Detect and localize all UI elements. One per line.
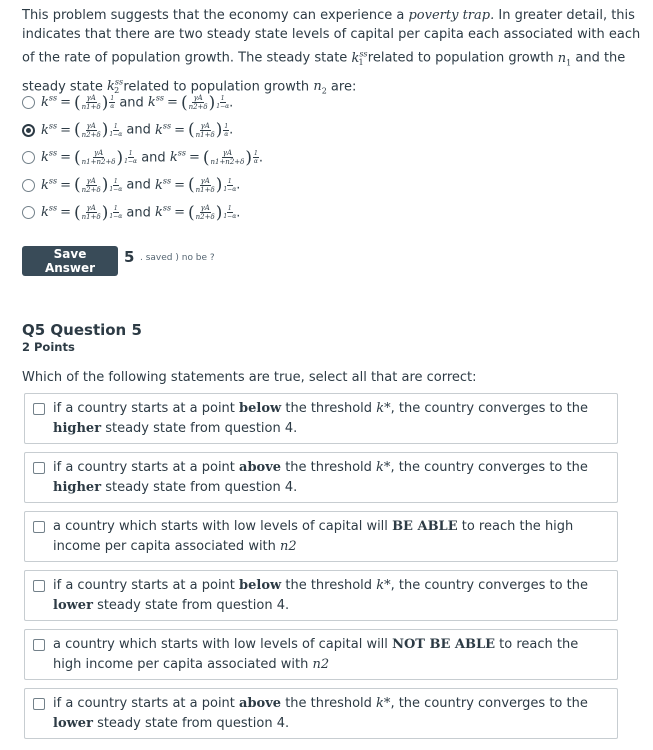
answer-choice-3[interactable]: a country which starts with low levels of capital will BE ABLE to reach the high income per capita associated with n2 <box>24 511 618 562</box>
saved-status-text: . saved ) no be ? <box>140 253 215 263</box>
radio-button[interactable] <box>22 206 35 219</box>
intro-text: are: <box>330 78 357 94</box>
answer-choice-1[interactable]: if a country starts at a point below the threshold k*, the country converges to the higher steady state from question 4. <box>24 393 618 444</box>
k2-symbol: $k^{ss}_2$ <box>106 77 124 96</box>
question-title: Q5 Question 5 <box>22 321 142 339</box>
option-3[interactable] <box>22 144 263 172</box>
answer-choice-2[interactable]: if a country starts at a point above the threshold k*, the country converges to the higher steady state from question 4. <box>24 452 618 503</box>
question-4-text <box>22 6 644 101</box>
poverty-trap-term: poverty trap. <box>408 8 495 23</box>
option-2-formula: $k^{ss}$ = ( $\frac{\gamma A}{n2+\delta}$ ) $\frac{1}{1-\alpha}$ and $k^{ss}$ = ( $\frac{\gamma A}{n1+\delta}$ ) $\frac{1}{\alpha}$ . <box>41 120 234 141</box>
answer-choice-4[interactable]: if a country starts at a point below the threshold k*, the country converges to the lower steady state from question 4. <box>24 570 618 621</box>
n2-symbol: $n_2$ <box>313 78 327 96</box>
radio-button-selected[interactable] <box>22 124 35 137</box>
answer-choice-6[interactable]: if a country starts at a point above the threshold k*, the country converges to the lower steady state from question 4. <box>24 688 618 739</box>
n1-symbol: $n_1$ <box>557 50 572 68</box>
checkbox[interactable] <box>33 462 45 474</box>
checkbox[interactable] <box>33 698 45 710</box>
intro-text: related to population growth <box>123 78 310 94</box>
answer-options <box>22 89 263 227</box>
option-1-formula: $k^{ss}$ = ( $\frac{\gamma A}{n1+\delta}$ ) $\frac{1}{\alpha}$ and $k^{ss}$ = ( $\frac{\gamma A}{n2+\delta}$ ) $\frac{1}{1-\alpha}$ . <box>41 92 234 113</box>
checkbox[interactable] <box>33 521 45 533</box>
option-4-formula: $k^{ss}$ = ( $\frac{\gamma A}{n2+\delta}$ ) $\frac{1}{1-\alpha}$ and $k^{ss}$ = ( $\frac{\gamma A}{n1+\delta}$ ) $\frac{1}{1-\alpha}$ . <box>41 175 241 196</box>
checkbox[interactable] <box>33 639 45 651</box>
checkbox-answers <box>24 393 618 747</box>
k1-symbol: $k^{ss}_1$ <box>351 49 368 68</box>
intro-text: related to population growth <box>367 50 554 66</box>
radio-button[interactable] <box>22 96 35 109</box>
question-points: 2 Points <box>22 340 75 354</box>
option-4[interactable] <box>22 172 263 200</box>
radio-button[interactable] <box>22 179 35 192</box>
intro-text: This problem suggests that the economy can experience a <box>22 8 405 23</box>
option-1[interactable] <box>22 89 263 117</box>
intro-text: and the steady state <box>22 50 626 94</box>
saved-question-number: 5 <box>124 248 135 266</box>
checkbox[interactable] <box>33 580 45 592</box>
option-2[interactable] <box>22 117 263 145</box>
intro-text: In greater detail, this indicates that there are two steady state levels of capital per capita each associated with each of the rate of population growth. The steady state <box>22 8 641 66</box>
radio-button[interactable] <box>22 151 35 164</box>
save-answer-button[interactable]: Save Answer <box>22 246 118 276</box>
answer-choice-5[interactable]: a country which starts with low levels of capital will NOT BE ABLE to reach the high income per capita associated with n2 <box>24 629 618 680</box>
option-5-formula: $k^{ss}$ = ( $\frac{\gamma A}{n1+\delta}$ ) $\frac{1}{1-\alpha}$ and $k^{ss}$ = ( $\frac{\gamma A}{n2+\delta}$ ) $\frac{1}{1-\alpha}$ . <box>41 202 241 223</box>
question-prompt: Which of the following statements are true, select all that are correct: <box>22 370 477 385</box>
checkbox[interactable] <box>33 403 45 415</box>
option-5[interactable] <box>22 199 263 227</box>
option-3-formula: $k^{ss}$ = ( $\frac{\gamma A}{n1+n2+\delta}$ ) $\frac{1}{1-\alpha}$ and $k^{ss}$ = ( $\frac{\gamma A}{n1+n2+\delta}$ ) $\frac{1}{\alpha}$ . <box>41 147 263 168</box>
